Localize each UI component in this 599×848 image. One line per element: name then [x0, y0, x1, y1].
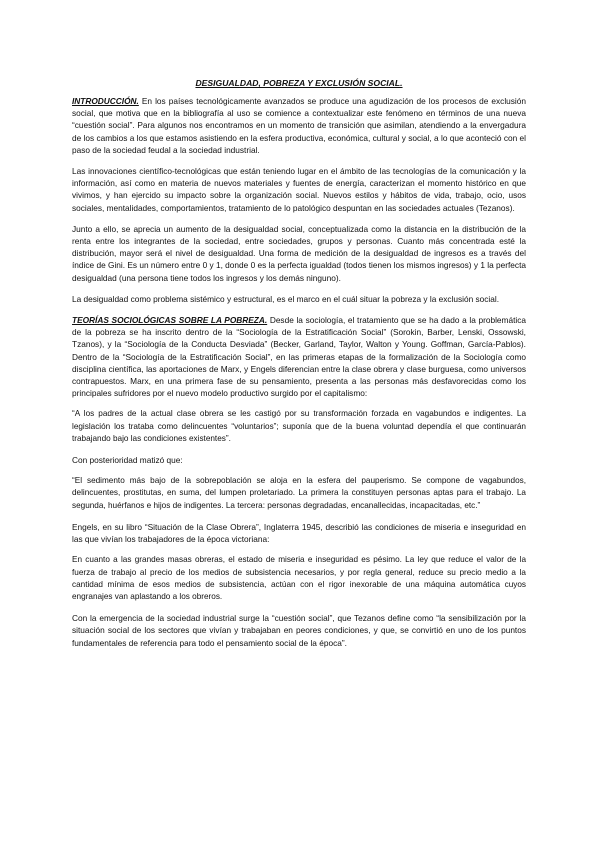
- quote-text: “El sedimento más bajo de la sobrepoblación se aloja en la esfera del pauperismo. Se compone de vagabundos, delincuentes, prostitutas, en suma, del lumpen proletariado. La primera la constituyen personas aptas para el trabajo. La segunda, huérfanos e hijos de indigentes. La tercera: personas degradadas, encanallecidas, incapacitadas, etc.”: [72, 476, 526, 510]
- quote-engels: [72, 554, 526, 603]
- document-title: DESIGUALDAD, POBREZA Y EXCLUSIÓN SOCIAL.: [195, 78, 403, 88]
- paragraph-cuestion-social: [72, 612, 526, 649]
- paragraph-text: En los países tecnológicamente avanzados se produce una agudización de los procesos de exclusión social, que motiva que en la bibliografía al uso se comience a contextualizar este fenómeno en términos de una nueva “cuestión social”. Para algunos nos encontramos en un momento de transición que asimilan, atendiendo a la envergadura de los cambios a los que estamos asistiendo en la esfera productiva, económica, cultural y social, a lo que aconteció con el paso de la sociedad feudal a la sociedad industrial.: [72, 96, 526, 155]
- paragraph-text: Con posterioridad matizó que:: [72, 455, 183, 466]
- paragraph-text: Con la emergencia de la sociedad industrial surge la “cuestión social”, que Tezanos define como “la sensibilización por la situación social de los sectores que vivían y trabajaban en peores condiciones, y que, se convirtió en uno de los puntos fundamentales de referencia para todo el pensamiento social de la época”.: [72, 613, 526, 648]
- paragraph-desigualdad: [72, 223, 526, 284]
- paragraph-innovaciones: [72, 165, 526, 214]
- quote-marx-2: [72, 475, 526, 512]
- document-body: [72, 77, 526, 658]
- paragraph-text: La desigualdad como problema sistémico y estructural, es el marco en el cuál situar la pobreza y la exclusión social.: [72, 293, 500, 304]
- paragraph-marco: [72, 293, 526, 305]
- paragraph-engels: [72, 521, 526, 545]
- paragraph-text: Junto a ello, se aprecia un aumento de la desigualdad social, conceptualizada como la distancia en la distribución de la renta entre los integrantes de la sociedad, entre sociedades, grupos y personas. Cuanto más concentrada esté la distribución, mayor será el nivel de desigualdad. Una forma de medición de la desigualdad de ingresos es a través del índice de Gini. Es un número entre 0 y 1, donde 0 es la perfecta igualdad (todos tienen los mismos ingresos) y 1 la perfecta desigualdad (una persona tiene todos los ingresos y los demás ninguno).: [72, 223, 526, 283]
- quote-marx-1: [72, 408, 526, 445]
- quote-text: “A los padres de la actual clase obrera se les castigó por su transformación forzada en vagabundos e indigentes. La legislación los trataba como delincuentes “voluntarios”; suponía que de la buena voluntad dependía el que continuarán trabajando bajo las condiciones existentes”.: [72, 409, 526, 443]
- quote-text: En cuanto a las grandes masas obreras, el estado de miseria e inseguridad es pésimo. La ley que reduce el valor de la fuerza de trabajo al precio de los medios de subsistencia necesarios, y por regla general, reduce su precio medio a la cantidad mínima de esos medios de subsistencia, actúan con el rigor inexorable de una máquina automática cuyos engranajes van aplastando a los obreros.: [72, 555, 526, 601]
- paragraph-matizo: [72, 454, 526, 466]
- section-heading-introduccion: INTRODUCCIÓN.: [72, 96, 139, 106]
- paragraph-teorias: [72, 314, 526, 399]
- paragraph-introduccion: [72, 95, 526, 156]
- paragraph-text: Engels, en su libro “Situación de la Clase Obrera”, Inglaterra 1945, describió las condiciones de miseria e inseguridad en las que vivían los trabajadores de la época victoriana:: [72, 521, 526, 545]
- section-heading-teorias: TEORÍAS SOCIOLÓGICAS SOBRE LA POBREZA.: [72, 315, 268, 326]
- paragraph-text: Las innovaciones científico-tecnológicas que están teniendo lugar en el ámbito de las tecnologías de la comunicación y la información, así como en materia de nuevos materiales y fuentes de energía, caracterizan el momento histórico en que vivimos, y han ejercido su impacto sobre la organización social. Nuevos estilos y hábitos de vida, trabajo, ocio, usos sociales, mentalidades, comportamientos, tratamiento de lo patológico despuntan en las sociedades actuales (Tezanos).: [72, 166, 526, 213]
- paragraph-text: Desde la sociología, el tratamiento que se ha dado a la problemática de la pobreza se ha inscrito dentro de la “Sociología de la Estratificación Social” (Sorokin, Barber, Lenski, Ossowski, Tzanos), y la “Sociología de la Conducta Desviada” (Becker, Garland, Taylor, Walton y Young. Goffman, García-Pablos). Dentro de la “Sociología de la Estratificación Social”, en las primeras etapas de la formalización de la Sociología como disciplina científica, las aportaciones de Marx, y Engels diferencian entre la clase obrera y clase burguesa, como universos contrapuestos. Marx, en una primera fase de su pensamiento, presenta a las personas más desfavorecidas como los principales sufridores por el nuevo modelo productivo surgido por el capitalismo:: [72, 315, 526, 399]
